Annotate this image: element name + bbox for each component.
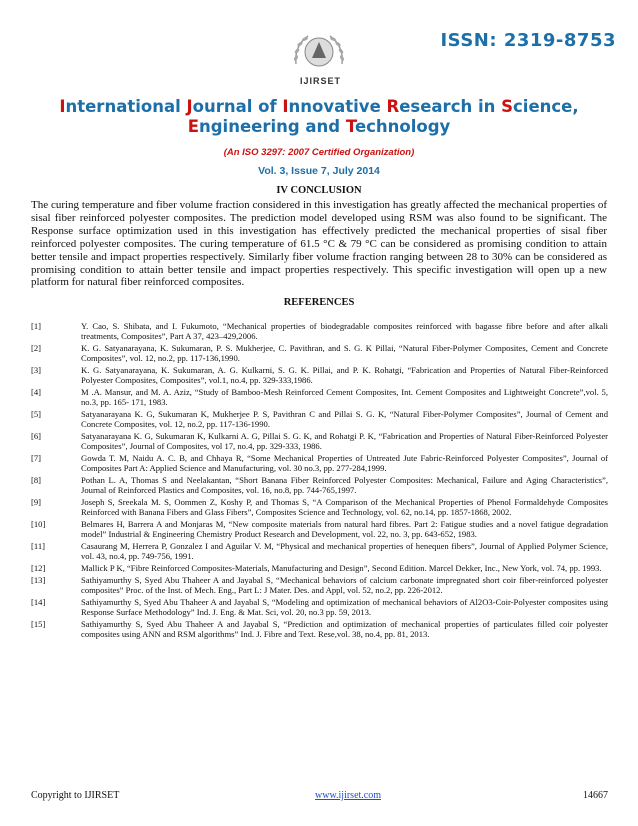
- reference-number: [8]: [31, 475, 42, 485]
- reference-text: K. G. Satyanarayana, K. Sukumaran, A. G. Kulkarni, S. G. K. Pillai, and P. K. Rohatgi, “Fabrication and Properties of Natural Fiber-Reinforced Polyester Composites, Composites”, vol.1, no.4, pp. 329-333,1986.: [81, 365, 608, 386]
- reference-item: [31, 453, 608, 473]
- title-capital: I: [282, 97, 289, 116]
- reference-item: [31, 519, 608, 539]
- title-capital: R: [386, 97, 400, 116]
- title-word: cience,: [513, 97, 579, 116]
- reference-number: [5]: [31, 409, 42, 419]
- reference-text: M .A. Mansur, and M. A. Aziz, “Study of Bamboo-Mesh Reinforced Cement Composites, Int. Cement Composites and Lightweight Concrete”,vol. 5, no.3, pp. 165- 171, 1983.: [81, 387, 608, 408]
- title-word: esearch in: [399, 97, 502, 116]
- reference-number: [1]: [31, 321, 42, 331]
- reference-number: [6]: [31, 431, 42, 441]
- title-capital: J: [186, 97, 193, 116]
- reference-number: [10]: [31, 519, 46, 529]
- conclusion-heading: IV CONCLUSION: [276, 185, 362, 196]
- title-word: ournal of: [192, 97, 283, 116]
- reference-item: [31, 365, 608, 385]
- reference-text: Satyanarayana K. G, Sukumaran K, Mukherjee P. S, Pavithran C and Pillai S. G. K, “Natural Fiber-Polymer Composites”, Journal of Cement and Concrete Composites, vol. 12, no.2, pp. 117-136-1990.: [81, 409, 608, 430]
- journal-title-line-1: [0, 97, 638, 116]
- reference-text: Sathiyamurthy S, Syed Abu Thaheer A and Jayabal S, “Prediction and optimization of mechanical properties of particulates filled coir polyester composites using ANN and RSM algorithms” Ind. J. Fibre and Text. Rese,vol. 38, no.4, pp. 81, 2013.: [81, 618, 608, 639]
- reference-number: [12]: [31, 563, 46, 573]
- reference-text: Casaurang M, Herrera P, Gonzalez I and Aguilar V. M, “Physical and mechanical properties of henequen fibers”, Journal of Applied Polymer Science, vol. 43, no.4, pp. 749-756, 1991.: [81, 541, 608, 562]
- journal-title-line-2: [0, 117, 638, 136]
- title-word: ngineering and: [198, 117, 346, 136]
- reference-item: [31, 431, 608, 451]
- reference-text: Mallick P K, “Fibre Reinforced Composites-Materials, Manufacturing and Design”, Second Edition. Marcel Dekker, Inc., New York, vol. 74, pp. 1993.: [81, 563, 602, 573]
- reference-item: [31, 597, 608, 617]
- volume-issue: Vol. 3, Issue 7, July 2014: [258, 165, 380, 177]
- reference-item: [31, 541, 608, 561]
- reference-item: [31, 321, 608, 341]
- reference-number: [4]: [31, 387, 42, 397]
- reference-item: [31, 575, 608, 595]
- reference-text: Joseph S, Sreekala M. S, Oommen Z, Koshy P, and Thomas S, “A Comparison of the Mechanical Properties of Phenol Formaldehyde Composites Reinforced with Banana Fibers and Glass Fibers”, Composites Science and Technology, vol. 62, no.14, pp. 1857-1868, 2002.: [81, 497, 608, 518]
- reference-item: [31, 409, 608, 429]
- title-word: echnology: [354, 117, 451, 136]
- reference-number: [11]: [31, 541, 45, 551]
- reference-item: [31, 619, 608, 639]
- title-capital: E: [187, 117, 199, 136]
- conclusion-paragraph: The curing temperature and fiber volume fraction considered in this investigation has greatly affected the mechanical properties of sisal fiber reinforced polyester composites. The prediction model developed using RSM was also found to be significant. The Response surface optimization used in this investigation has effectively predicted the mechanical properties of sisal fiber reinforced polyester composites. The curing temperature of 61.5 °C & 79 °C can be considered as promising condition to attain better tensile and impact properties respectively. Similarly fiber volume fraction ranging between 28 to 30% can be considered as promising condition to attain better tensile and impact properties respectively. This specific investigation will open up a new platform for natural fiber reinforced composites.: [31, 199, 607, 289]
- reference-text: K. G. Satyanarayana, K. Sukumaran, P. S. Mukherjee, C. Pavithran, and S. G. K Pillai, “Natural Fiber-Polymer Composites, Cement and Concrete Composites”, vol. 12, no.2, pp. 117-136,1990.: [81, 343, 608, 364]
- reference-number: [9]: [31, 497, 42, 507]
- title-capital: S: [501, 97, 514, 116]
- title-word: nnovative: [288, 97, 387, 116]
- reference-number: [2]: [31, 343, 42, 353]
- reference-number: [7]: [31, 453, 42, 463]
- title-word: nternational: [65, 97, 187, 116]
- reference-text: Satyanarayana K. G, Sukumaran K, Kulkarni A. G, Pillai S. G. K, and Rohatgi P. K, “Fabrication and Properties of Natural Fiber-Reinforced Polyester Composites”, Journal of Composites, vol 17, no.4, pp. 329-333, 1986.: [81, 431, 608, 452]
- reference-text: Belmares H, Barrera A and Monjaras M, “New composite materials from natural hard fibres. Part 2: Fatigue studies and a novel fatigue degradation model” Industrial & Engineering Chemistry Product Research and Development, vol. 22, no. 3, pp. 643-652, 1983.: [81, 519, 608, 540]
- reference-text: Sathiyamurthy S, Syed Abu Thaheer A and Jayabal S, “Mechanical behaviors of calcium carbonate impregnated short coir fiber-reinforced polyester composites” Proc. of the Inst. of Mech. Eng., Part L: J Mater. Des. and Appl, vol. 52, no.2, pp. 226-2012.: [81, 574, 608, 595]
- reference-text: Pothan L. A, Thomas S and Neelakantan, “Short Banana Fiber Reinforced Polyester Composites: Mechanical, Failure and Aging Characteristics”, Journal of Reinforced Plastics and Composites, vol. 16, no.8, pp. 744-765,1997.: [81, 475, 608, 496]
- iso-certification: (An ISO 3297: 2007 Certified Organization): [223, 147, 415, 158]
- reference-number: [15]: [31, 618, 46, 629]
- reference-item: [31, 563, 608, 573]
- references-list: [31, 321, 608, 641]
- reference-item: [31, 343, 608, 363]
- reference-number: [13]: [31, 574, 46, 585]
- issn-label: ISSN: 2319-8753: [440, 30, 616, 51]
- reference-text: Y. Cao, S. Shibata, and I. Fukumoto, “Mechanical properties of biodegradable composites reinforced with bagasse fibre before and after alkali treatments, Composites”, Part A 37, 423–429,2006.: [81, 321, 608, 342]
- reference-item: [31, 475, 608, 495]
- reference-item: [31, 497, 608, 517]
- logo-text: IJIRSET: [300, 76, 342, 86]
- reference-text: Sathiyamurthy S, Syed Abu Thaheer A and Jayabal S, “Modeling and optimization of mechanical behaviors of Al2O3-Coir-Polyester composites using Response Surface Methodology” Ind. J. Eng. & Mat. Sci, vol. 20, no.3 pp. 59, 2013.: [81, 596, 608, 617]
- journal-url-link[interactable]: www.ijirset.com: [315, 790, 382, 801]
- title-capital: I: [59, 97, 66, 116]
- reference-number: [3]: [31, 365, 42, 375]
- references-heading: REFERENCES: [283, 297, 355, 308]
- reference-number: [14]: [31, 596, 46, 607]
- copyright-text: Copyright to IJIRSET: [31, 790, 120, 801]
- reference-text: Gowda T. M, Naidu A. C. B, and Chhaya R, “Some Mechanical Properties of Untreated Jute Fabric-Reinforced Polyester Composites”, Journal of Composites Part A: Applied Science and Manufacturing, vol. 30 no.3, pp. 277-284,1999.: [81, 453, 608, 474]
- page-footer: [31, 790, 608, 804]
- title-capital: T: [345, 117, 355, 136]
- reference-item: [31, 387, 608, 407]
- page-number: 14667: [583, 790, 608, 801]
